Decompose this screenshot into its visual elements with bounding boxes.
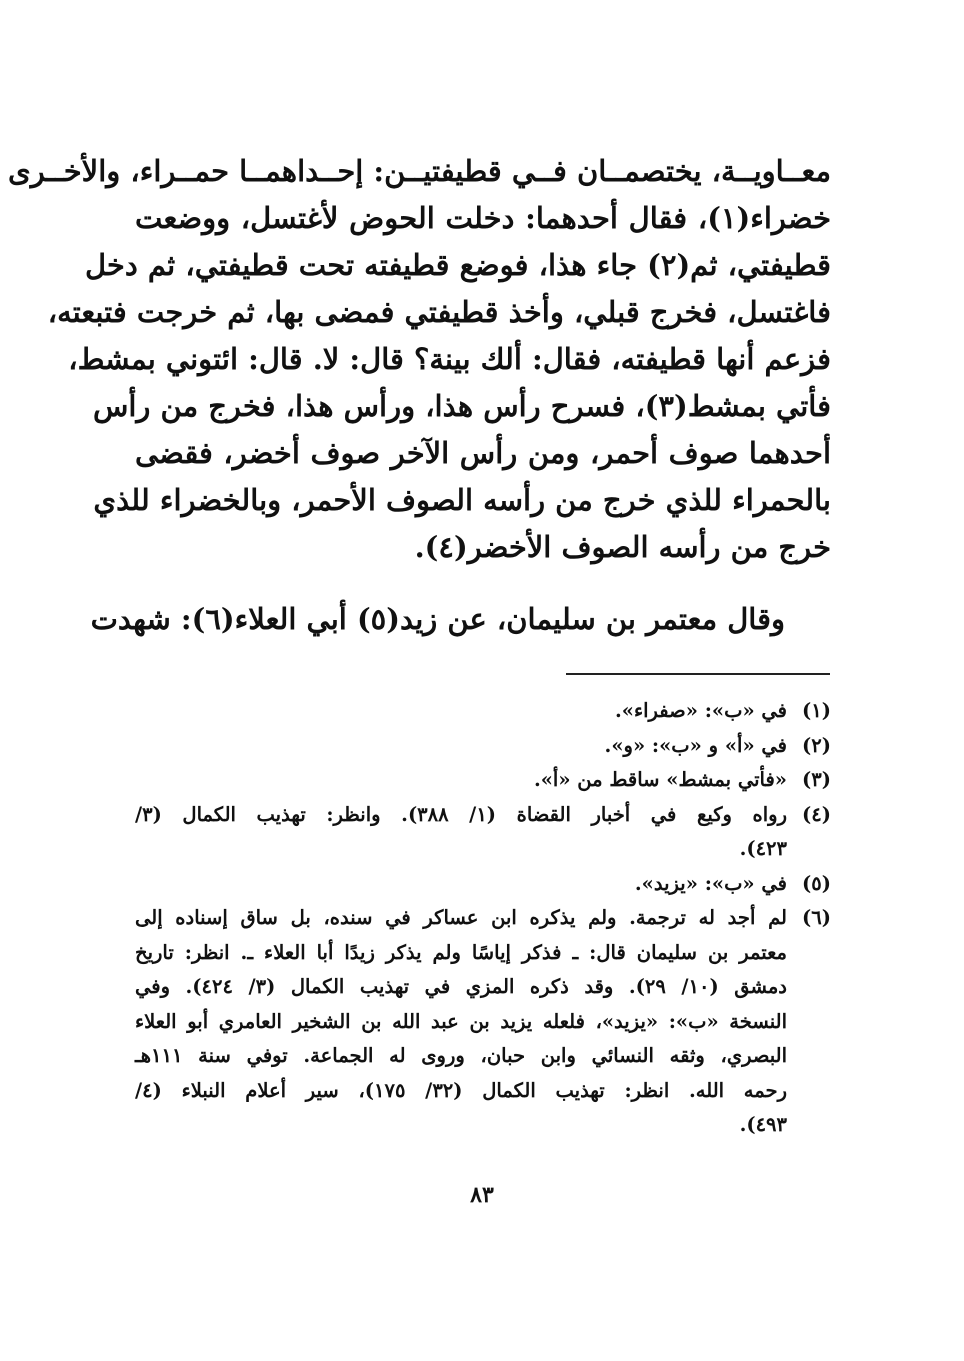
footnote-text: ٤٩٣). bbox=[739, 1113, 787, 1136]
footnote-text: لم أجد له ترجمة. ولم يذكره ابن عساكر في سنده، بل ساق إسناده إلى bbox=[135, 906, 787, 929]
footnote-text: النسخة «ب»: «يزيد»، فلعله يزيد بن عبد الله بن الشخير العامري أبو العلاء bbox=[135, 1009, 787, 1033]
text-line: معــاويــة، يختصمــان فــي قطيفتيــن: إحــداهمــا حمــراء، والأخــرى bbox=[8, 154, 831, 188]
footnote-text: ٤٢٣). bbox=[739, 837, 787, 860]
text-line: فزعم أنها قطيفته، فقال: ألك بينة؟ قال: لا. قال: ائتوني بمشط، bbox=[68, 342, 831, 376]
footnote-number: (١) bbox=[802, 699, 831, 722]
footnote-text: في «أ» و «ب»: «و». bbox=[604, 733, 787, 757]
footnote-text: في «ب»: «يزيد». bbox=[634, 871, 787, 895]
footnote-number: (٤) bbox=[802, 802, 831, 826]
footnote-number: (٣) bbox=[802, 768, 831, 791]
footnote-number: (٢) bbox=[802, 733, 831, 757]
footnote bbox=[135, 729, 831, 764]
footnote bbox=[135, 901, 831, 1143]
page-number: ٨٣ bbox=[470, 1182, 494, 1208]
footnote-number: (٦) bbox=[802, 906, 831, 929]
text-line: قطيفتي، ثم(٢) جاء هذا، فوضع قطيفته تحت قطيفتي، ثم دخل bbox=[84, 248, 831, 282]
footnote bbox=[135, 763, 831, 798]
text-line: فأتي بمشط(٣)، فسرح رأس هذا، ورأس هذا، فخرج من رأس bbox=[92, 389, 831, 423]
footnote-text: البصري، وثقه النسائي وابن حبان، وروى له الجماعة. توفي سنة ١١١هـ bbox=[135, 1044, 787, 1067]
text-line: خضراء(١)، فقال أحدهما: دخلت الحوض لأغتسل، ووضعت bbox=[135, 201, 831, 235]
footnote bbox=[135, 694, 831, 729]
footnote-text: معتمر بن سليمان قال: ـ فذكر إياسًا ولم يذكر زيدًا أبا العلاء ـ. انظر: تاريخ bbox=[135, 940, 787, 964]
text-line: بالحمراء للذي خرج من رأسه الصوف الأحمر، وبالخضراء للذي bbox=[93, 483, 831, 517]
footnotes bbox=[135, 694, 831, 1143]
main-paragraph bbox=[8, 148, 831, 571]
footnote bbox=[135, 798, 831, 867]
footnote-text: رواه وكيع في أخبار القضاة (١/ ٣٨٨). وانظر: تهذيب الكمال (٣/ bbox=[135, 802, 787, 826]
footnote-separator bbox=[566, 673, 830, 675]
footnote-text: «فأتي بمشط» ساقط من «أ». bbox=[533, 768, 787, 791]
text-line: فاغتسل، فخرج قبلي، وأخذ قطيفتي فمضى بها، ثم خرجت فتبعته، bbox=[47, 295, 831, 329]
footnote-text: دمشق (١٠/ ٢٩). وقد ذكره المزي في تهذيب الكمال (٣/ ٤٢٤). وفي bbox=[135, 975, 787, 998]
footnote-number: (٥) bbox=[802, 871, 831, 895]
footnote-text: في «ب»: «صفراء». bbox=[614, 699, 787, 722]
text-line: خرج من رأسه الصوف الأخضر(٤). bbox=[414, 530, 831, 564]
footnote-text: رحمه الله. انظر: تهذيب الكمال (٣٢/ ١٧٥)، سير أعلام النبلاء (٤/ bbox=[135, 1078, 788, 1102]
text-line: أحدهما صوف أحمر، ومن رأس الآخر صوف أخضر، فقضى bbox=[135, 436, 831, 470]
footnote bbox=[135, 867, 831, 902]
second-paragraph: وقال معتمر بن سليمان، عن زيد(٥) أبي العلاء(٦): شهدت bbox=[90, 602, 785, 636]
